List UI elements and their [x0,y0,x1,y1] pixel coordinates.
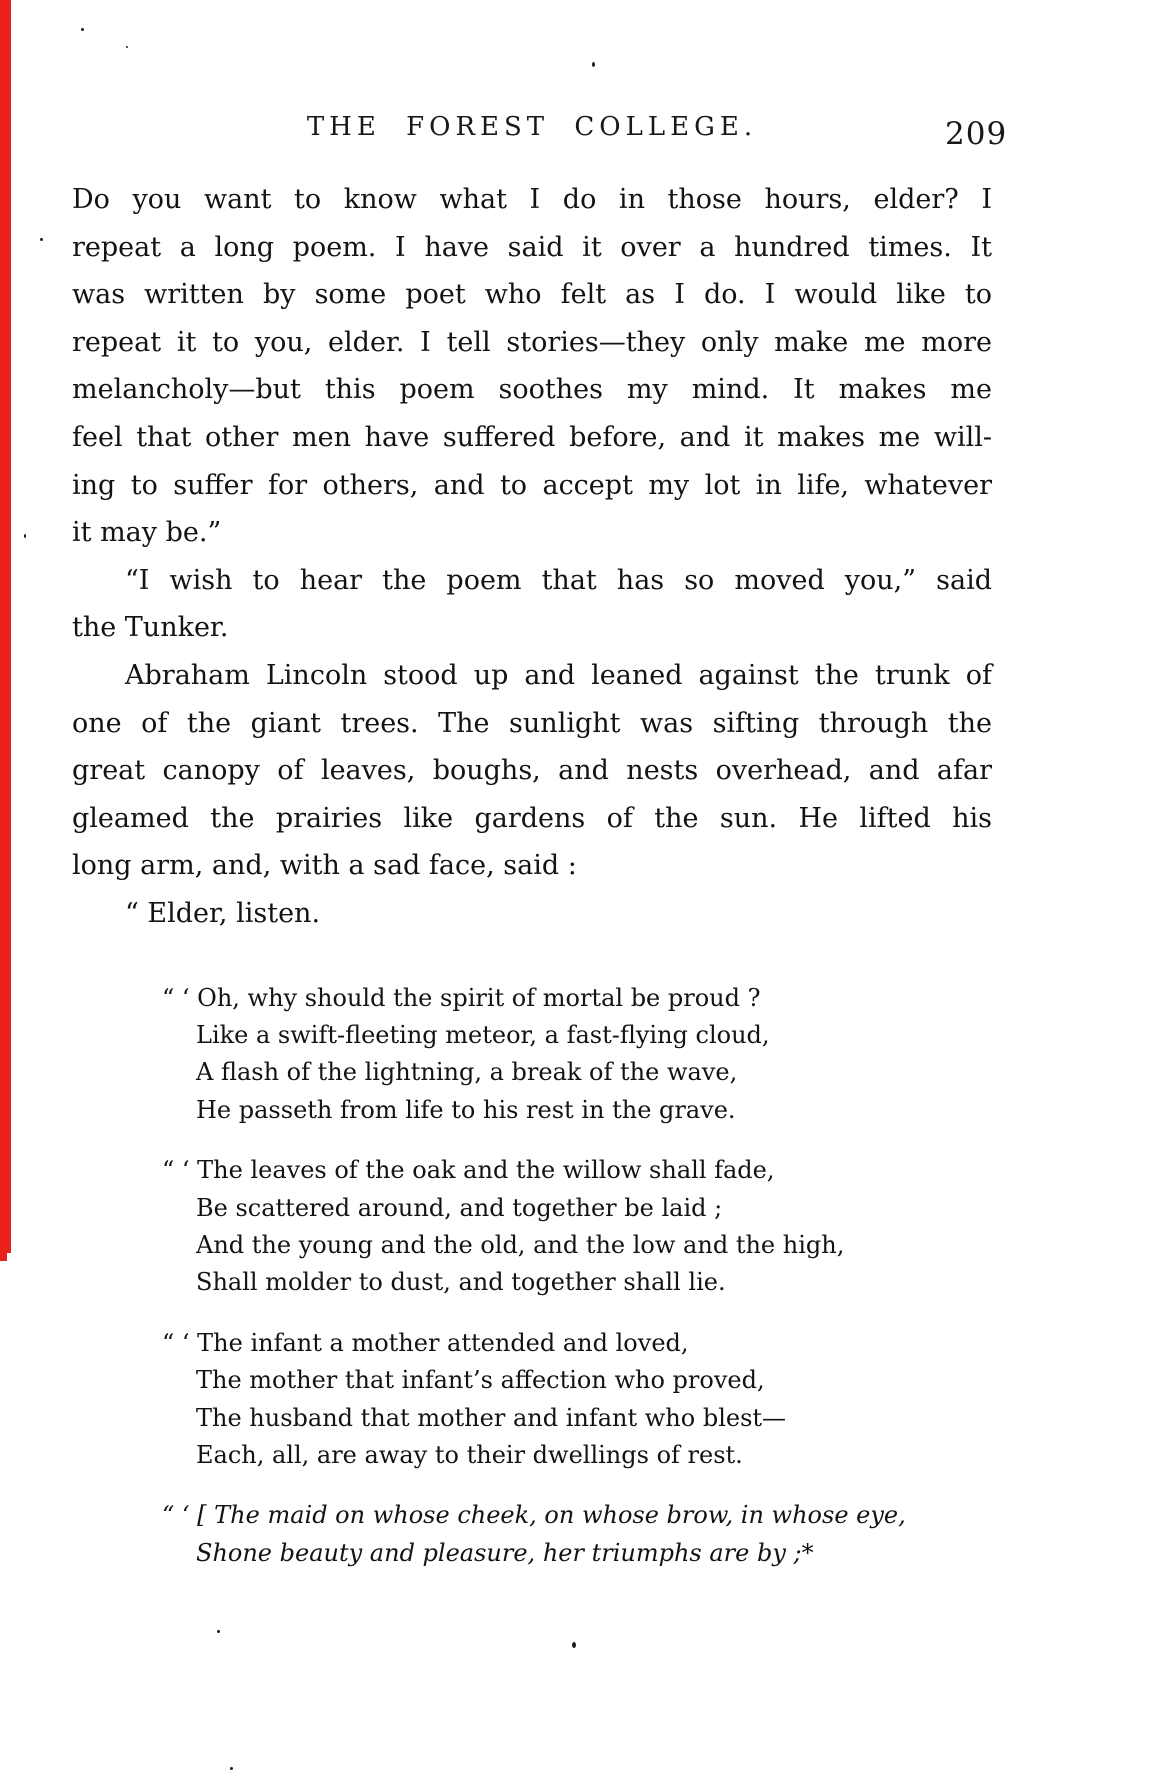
poem-stanza [162,1152,992,1302]
body-line: “I wish to hear the poem that has so moved you,” said [125,564,992,596]
scan-edge-artifact [0,0,11,1253]
paragraph [72,176,992,557]
poem-line: Like a swift-fleeting meteor, a fast-flying cloud, [196,1020,770,1049]
poem-line: Be scattered around, and together be laid ; [196,1193,723,1222]
poem-stanza [162,980,992,1130]
poem-line: A flash of the lightning, a break of the wave, [196,1058,738,1087]
poem-line: The husband that mother and infant who blest— [196,1403,787,1432]
poem-line: He passeth from life to his rest in the grave. [196,1095,736,1124]
poem-block [162,980,992,1573]
poem-stanza [162,1325,992,1475]
body-line: melancholy—but this poem soothes my mind. It makes me [72,374,992,406]
body-line: repeat it to you, elder. I tell stories—they only make me more [72,326,992,358]
poem-line: “ ‘ [ The maid on whose cheek, on whose brow, in whose eye, [162,1501,906,1530]
poem-line: Each, all, are away to their dwellings of rest. [196,1440,743,1469]
paragraph [72,652,992,890]
page-number: 209 [945,116,1008,152]
body-line: long arm, and, with a sad face, said : [72,850,577,882]
body-line: feel that other men have suffered before, and it makes me will- [72,421,992,453]
poem-stanza [162,1497,992,1572]
text-column [72,176,992,1595]
scan-speck-7 [217,1630,220,1633]
scan-speck-6 [572,1642,576,1648]
poem-line: Shall molder to dust, and together shall lie. [196,1268,726,1297]
paragraph [72,557,992,652]
body-line: ing to suffer for others, and to accept my lot in life, whatever [72,469,992,501]
poem-line: The mother that infant’s affection who proved, [196,1366,765,1395]
poem-line: Shone beauty and pleasure, her triumphs are by ;* [196,1538,814,1567]
paragraph [72,890,992,938]
body-line: “ Elder, listen. [125,897,321,929]
scan-speck-8 [230,1767,233,1770]
body-line: one of the giant trees. The sunlight was sifting through the [72,707,992,739]
body-line: was written by some poet who felt as I do. I would like to [72,279,992,311]
body-paragraphs [72,176,992,938]
scan-speck-2 [126,46,128,48]
running-head-title: THE FOREST COLLEGE. [306,112,758,142]
poem-line: “ ‘ Oh, why should the spirit of mortal be proud ? [162,983,761,1012]
scan-speck-3 [592,62,595,67]
scan-speck-4 [40,238,43,241]
body-line: the Tunker. [72,612,229,644]
body-line: Abraham Lincoln stood up and leaned against the trunk of [125,659,992,691]
body-line: gleamed the prairies like gardens of the sun. He lifted his [72,802,992,834]
poem-line: “ ‘ The leaves of the oak and the willow shall fade, [162,1156,775,1185]
scan-speck-1 [81,28,84,31]
body-line: Do you want to know what I do in those hours, elder? I [72,184,992,215]
body-line: repeat a long poem. I have said it over a hundred times. It [72,231,992,263]
body-line: great canopy of leaves, boughs, and nests overhead, and afar [72,755,992,787]
poem-line: “ ‘ The infant a mother attended and loved, [162,1328,689,1357]
poem-line: And the young and the old, and the low and the high, [196,1230,845,1259]
scan-speck-5 [24,534,26,538]
body-line: it may be.” [72,517,222,549]
